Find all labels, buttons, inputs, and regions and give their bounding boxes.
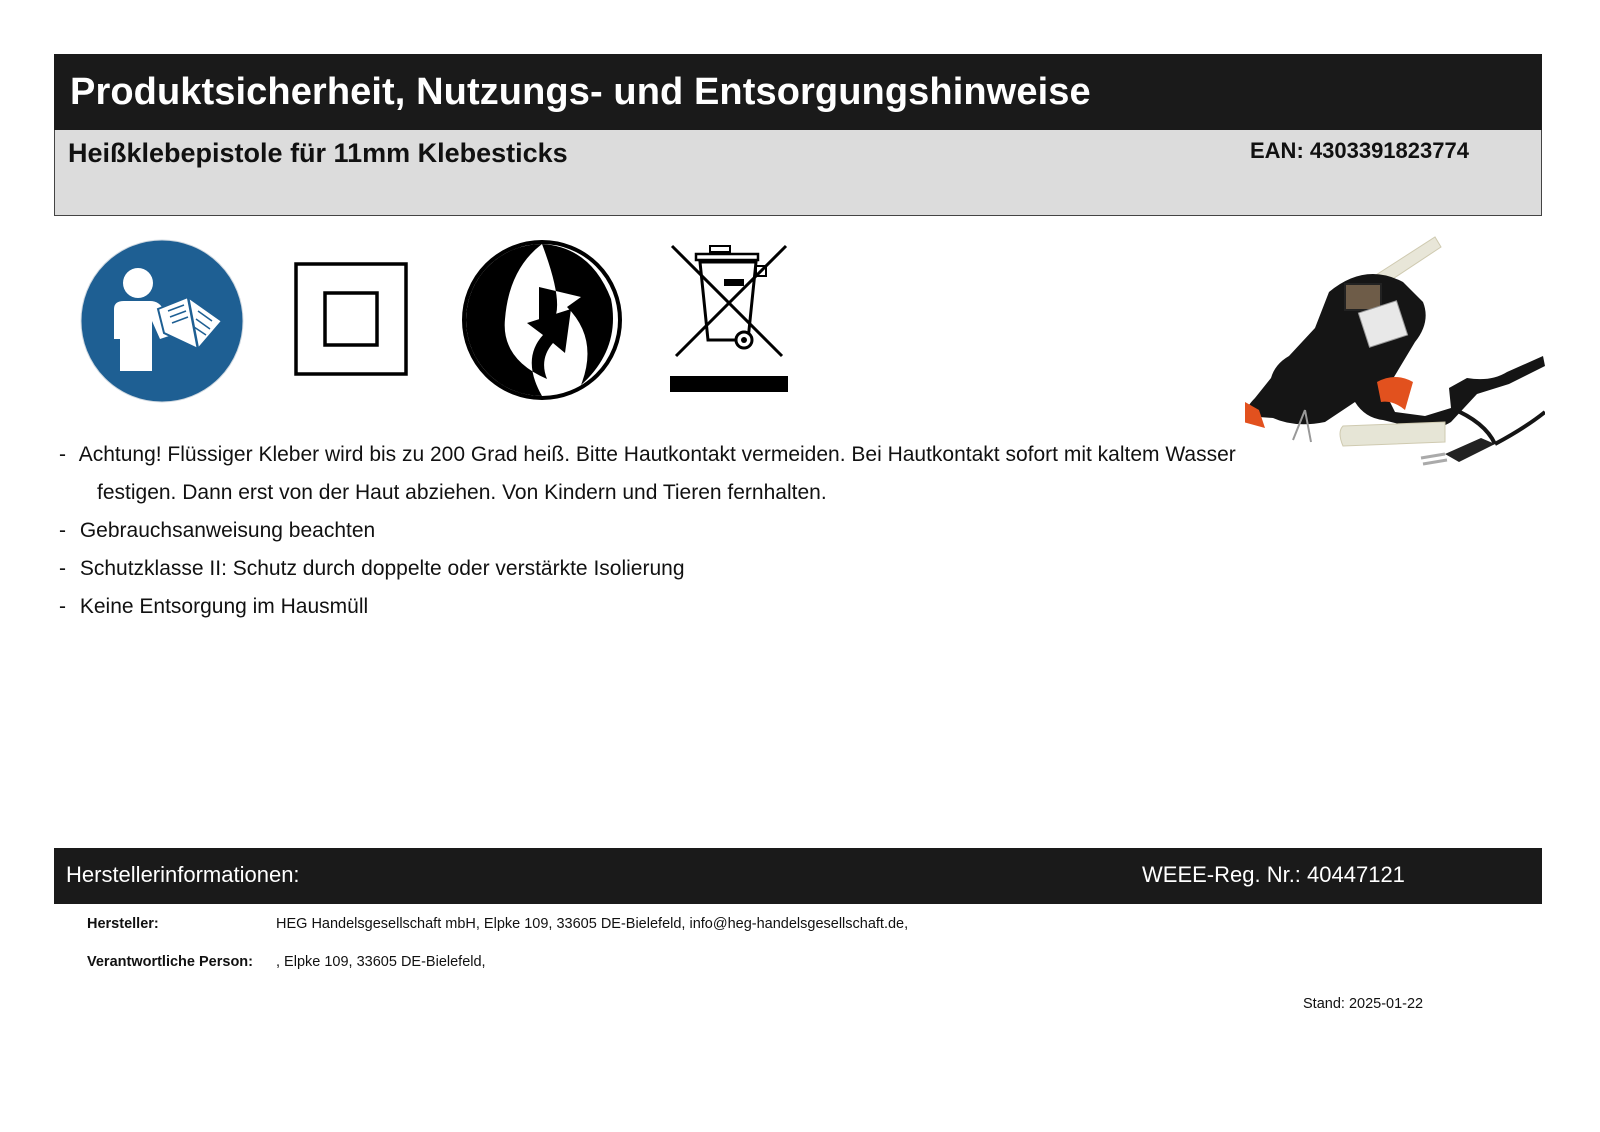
product-name: Heißklebepistole für 11mm Klebesticks xyxy=(68,138,568,168)
read-manual-icon xyxy=(80,239,244,403)
weee-crossed-bin-icon xyxy=(670,244,792,396)
protection-class-2-icon xyxy=(294,262,408,376)
list-item: - Gebrauchsanweisung beachten xyxy=(59,519,376,542)
document-date: Stand: 2025-01-22 xyxy=(1303,996,1424,1012)
hersteller-label: Hersteller: xyxy=(87,916,159,932)
manufacturer-section-title: Herstellerinformationen: xyxy=(66,862,300,887)
list-item: - Keine Entsorgung im Hausmüll xyxy=(59,595,369,618)
manufacturer-bar xyxy=(54,848,1542,904)
list-item: - Achtung! Flüssiger Kleber wird bis zu 200 Grad heiß. Bitte Hautkontakt vermeiden. Bei Hautkontakt sofort mit kaltem Wasser festigen. Dann erst von der Haut abziehen. Von Kindern und Tieren fernhalten. xyxy=(59,443,1236,504)
glue-gun-product-image xyxy=(1245,232,1545,472)
hersteller-value: HEG Handelsgesellschaft mbH, Elpke 109, 33605 DE-Bielefeld, info@heg-handelsgesellschaft.de, xyxy=(276,916,909,932)
ean-number: EAN: 4303391823774 xyxy=(1250,138,1469,163)
product-bar xyxy=(54,130,1542,216)
page-title: Produktsicherheit, Nutzungs- und Entsorgungshinweise xyxy=(70,70,1091,113)
list-item: - Schutzklasse II: Schutz durch doppelte oder verstärkte Isolierung xyxy=(59,557,685,580)
title-bar xyxy=(54,54,1542,130)
responsible-person-value: , Elpke 109, 33605 DE-Bielefeld, xyxy=(276,954,486,970)
green-dot-icon xyxy=(461,239,623,401)
weee-registration-number: WEEE-Reg. Nr.: 40447121 xyxy=(1142,862,1405,887)
responsible-person-label: Verantwortliche Person: xyxy=(87,954,253,970)
safety-notes-list xyxy=(59,436,1269,626)
